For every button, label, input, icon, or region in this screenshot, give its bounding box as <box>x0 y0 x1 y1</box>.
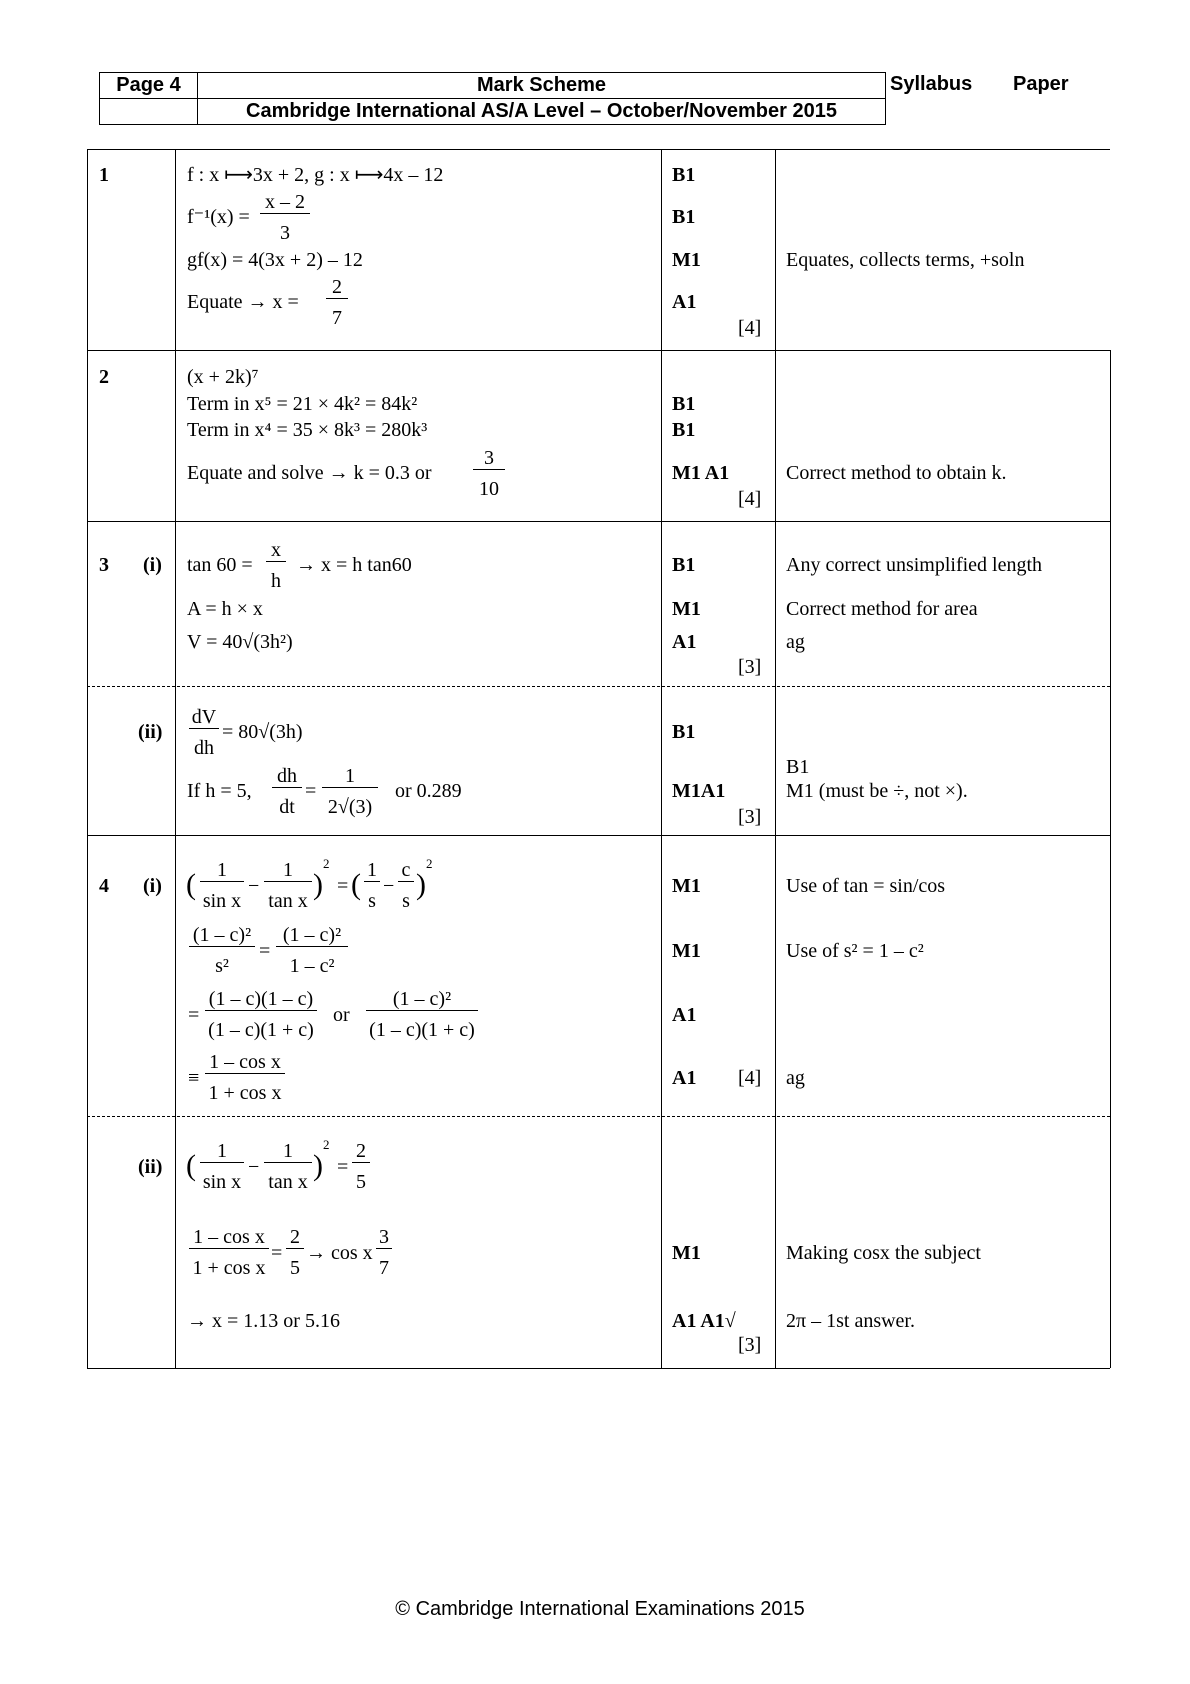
guidance-note: 2π – 1st answer. <box>786 1310 915 1332</box>
q3i-line-1-lhs: tan 60 = <box>187 554 253 576</box>
q3ii-line-2-rhs: or 0.289 <box>395 780 462 802</box>
q4ii-line-1-frac1-den: sin x <box>202 1171 242 1193</box>
q4i-line-3-frac2-num: (1 – c)² <box>366 988 478 1011</box>
question-part: (ii) <box>138 721 163 743</box>
q4ii-line-2-frac3-den: 7 <box>379 1257 389 1279</box>
q1-line-4-denominator: 7 <box>332 307 342 329</box>
mark: M1 <box>672 940 701 962</box>
syllabus-label: Syllabus <box>890 73 973 95</box>
guidance-note: ag <box>786 1067 805 1089</box>
guidance-note: Correct method to obtain k. <box>786 462 1007 484</box>
q4i-line-1-power: 2 <box>323 856 330 871</box>
row-divider <box>87 1116 1110 1117</box>
mark: A1 <box>672 631 697 653</box>
q2-line-3: Term in x⁴ = 35 × 8k³ = 280k³ <box>187 419 428 441</box>
question-part: (i) <box>143 554 162 576</box>
row-divider <box>87 521 1110 522</box>
row-divider <box>87 1368 1110 1369</box>
question-number: 2 <box>99 366 109 388</box>
q1-line-3: gf(x) = 4(3x + 2) – 12 <box>187 249 363 271</box>
q3ii-line-2-numerator: dh <box>272 765 302 788</box>
q4i-line-1-frac3-den: s <box>368 890 376 912</box>
mark: M1 <box>672 598 701 620</box>
q4i-line-1-open-paren-2: ( <box>351 868 361 901</box>
q4ii-line-1-power: 2 <box>323 1137 330 1152</box>
total-marks: [3] <box>738 806 762 828</box>
q4i-line-3-equals: = <box>188 1004 200 1026</box>
mark: M1 <box>672 249 701 271</box>
mark: A1 <box>672 1067 697 1089</box>
mark: B1 <box>672 206 696 228</box>
q4i-line-1-close-paren: ) <box>313 868 323 901</box>
guidance-note: Correct method for area <box>786 598 978 620</box>
total-marks: [3] <box>738 656 762 678</box>
row-divider <box>87 149 1110 150</box>
mark-scheme-title: Mark Scheme <box>198 73 886 99</box>
q4i-line-1-frac4-num: c <box>398 859 414 882</box>
q2-line-4-lhs: Equate and solve → k = 0.3 or <box>187 462 432 484</box>
q3i-line-3: V = 40√(3h²) <box>187 631 293 653</box>
guidance-note: Use of s² = 1 – c² <box>786 940 924 962</box>
q1-line-1: f : x ⟼3x + 2, g : x ⟼4x – 12 <box>187 164 444 186</box>
q4i-line-2-frac1-num: (1 – c)² <box>189 924 255 947</box>
row-divider <box>87 686 1110 687</box>
q2-line-1: (x + 2k)⁷ <box>187 366 259 388</box>
q4ii-line-1-frac1-num: 1 <box>200 1140 244 1163</box>
exam-subtitle: Cambridge International AS/A Level – October/November 2015 <box>198 99 886 125</box>
q4i-line-4-den: 1 + cos x <box>208 1082 282 1104</box>
guidance-note: B1 <box>786 756 810 778</box>
q3ii-line-2-equals: = <box>305 780 317 802</box>
q4ii-line-1-equals: = <box>337 1156 349 1178</box>
q4ii-line-1-frac3-num: 2 <box>352 1140 370 1163</box>
guidance-note: M1 (must be ÷, not ×). <box>786 780 968 802</box>
q4i-line-3-frac1-den: (1 – c)(1 + c) <box>208 1019 314 1041</box>
q4i-line-1-frac1-num: 1 <box>200 859 244 882</box>
q4ii-line-2-frac2-den: 5 <box>290 1257 300 1279</box>
q4i-line-2-frac2-den: 1 – c² <box>289 955 335 977</box>
q2-line-4-denominator: 10 <box>479 478 499 500</box>
col-divider <box>87 149 88 1368</box>
q4i-line-2-equals: = <box>259 940 271 962</box>
mark: A1 <box>672 291 697 313</box>
total-marks: [4] <box>738 1067 762 1089</box>
q4ii-line-1-close-paren: ) <box>313 1149 323 1182</box>
q4i-line-3-or: or <box>333 1004 350 1026</box>
guidance-note: Making cosx the subject <box>786 1242 981 1264</box>
q1-line-2-numerator: x – 2 <box>260 191 310 214</box>
col-divider <box>775 149 776 1368</box>
mark: M1A1 <box>672 780 726 802</box>
q4ii-line-1-frac3-den: 5 <box>356 1171 366 1193</box>
guidance-note: Use of tan = sin/cos <box>786 875 946 897</box>
question-number: 3 <box>99 554 109 576</box>
q1-line-4-numerator: 2 <box>326 276 348 299</box>
question-number: 1 <box>99 164 109 186</box>
q4i-line-3-frac2-den: (1 – c)(1 + c) <box>369 1019 475 1041</box>
q1-line-2-denominator: 3 <box>280 222 290 244</box>
copyright-footer: © Cambridge International Examinations 2015 <box>395 1598 805 1620</box>
q4i-line-4-num: 1 – cos x <box>205 1051 285 1074</box>
q4ii-line-2-frac3-num: 3 <box>376 1226 392 1249</box>
guidance-note: ag <box>786 631 805 653</box>
q2-line-2: Term in x⁵ = 21 × 4k² = 84k² <box>187 393 418 415</box>
total-marks: [4] <box>738 488 762 510</box>
total-marks: [3] <box>738 1334 762 1356</box>
q4ii-line-2-frac2-num: 2 <box>286 1226 304 1249</box>
q4i-line-1-close-paren-2: ) <box>416 868 426 901</box>
q4i-line-1-power-2: 2 <box>426 856 433 871</box>
q3ii-line-2-denominator: dt <box>279 796 295 818</box>
mark: B1 <box>672 164 696 186</box>
question-part: (i) <box>143 875 162 897</box>
q1-line-2-lhs: f⁻¹(x) = <box>187 206 250 228</box>
header-empty-cell <box>100 99 198 125</box>
q4ii-line-1-open-paren: ( <box>186 1149 196 1182</box>
q3ii-line-2-fraction-numerator: 1 <box>322 765 378 788</box>
q4ii-line-1-minus: − <box>248 1156 260 1178</box>
col-divider <box>1110 350 1111 1368</box>
mark: A1 <box>672 1004 697 1026</box>
mark: M1 <box>672 1242 701 1264</box>
q4ii-line-2-frac1-num: 1 – cos x <box>189 1226 269 1249</box>
q4i-line-1-minus-2: − <box>383 875 395 897</box>
mark: B1 <box>672 721 696 743</box>
q4i-line-1-frac4-den: s <box>402 890 410 912</box>
q3ii-line-1-denominator: dh <box>194 737 214 759</box>
q4i-line-1-open-paren: ( <box>186 868 196 901</box>
mark: B1 <box>672 554 696 576</box>
guidance-note: Equates, collects terms, +soln <box>786 249 1025 271</box>
row-divider <box>87 835 1110 836</box>
q3i-line-1-numerator: x <box>266 539 286 562</box>
q4ii-line-2-frac1-den: 1 + cos x <box>192 1257 266 1279</box>
q4i-line-1-equals: = <box>337 875 349 897</box>
q3ii-line-2-lhs: If h = 5, <box>187 780 252 802</box>
q4i-line-1-frac1-den: sin x <box>202 890 242 912</box>
q4i-line-2-frac2-num: (1 – c)² <box>276 924 348 947</box>
guidance-note: Any correct unsimplified length <box>786 554 1043 576</box>
q4ii-line-2-equals: = <box>271 1242 283 1264</box>
q4i-line-3-frac1-num: (1 – c)(1 – c) <box>205 988 317 1011</box>
mark: B1 <box>672 393 696 415</box>
q3ii-line-1-rhs: = 80√(3h) <box>222 721 303 743</box>
q4ii-line-1-frac2-den: tan x <box>268 1171 308 1193</box>
q4ii-line-2-mid: → cos x <box>306 1242 373 1264</box>
q3ii-line-1-numerator: dV <box>189 706 219 729</box>
header-table <box>99 72 886 125</box>
row-divider <box>87 350 1110 351</box>
mark: M1 <box>672 875 701 897</box>
q4i-line-1-minus: − <box>248 875 260 897</box>
q2-line-4-numerator: 3 <box>473 447 505 470</box>
total-marks: [4] <box>738 317 762 339</box>
q3i-line-2: A = h × x <box>187 598 263 620</box>
q4i-line-1-frac2-num: 1 <box>264 859 312 882</box>
page-number: Page 4 <box>100 73 198 99</box>
q3i-line-1-rhs: → x = h tan60 <box>296 554 412 576</box>
question-part: (ii) <box>138 1156 163 1178</box>
q4i-line-1-frac2-den: tan x <box>268 890 308 912</box>
paper-label: Paper <box>1013 73 1069 95</box>
question-number: 4 <box>99 875 109 897</box>
col-divider <box>661 149 662 1368</box>
mark: A1 A1√ <box>672 1310 736 1332</box>
mark: M1 A1 <box>672 462 730 484</box>
q4i-line-2-frac1-den: s² <box>215 955 229 977</box>
mark: B1 <box>672 419 696 441</box>
q1-line-4-lhs: Equate → x = <box>187 291 299 313</box>
q3ii-line-2-fraction-denominator: 2√(3) <box>327 796 373 818</box>
q4ii-line-3: → x = 1.13 or 5.16 <box>187 1310 340 1332</box>
q4i-line-4-identical: ≡ <box>188 1067 200 1089</box>
q4i-line-1-frac3-num: 1 <box>364 859 380 882</box>
col-divider <box>175 149 176 1368</box>
q3i-line-1-denominator: h <box>271 570 281 592</box>
q4ii-line-1-frac2-num: 1 <box>264 1140 312 1163</box>
